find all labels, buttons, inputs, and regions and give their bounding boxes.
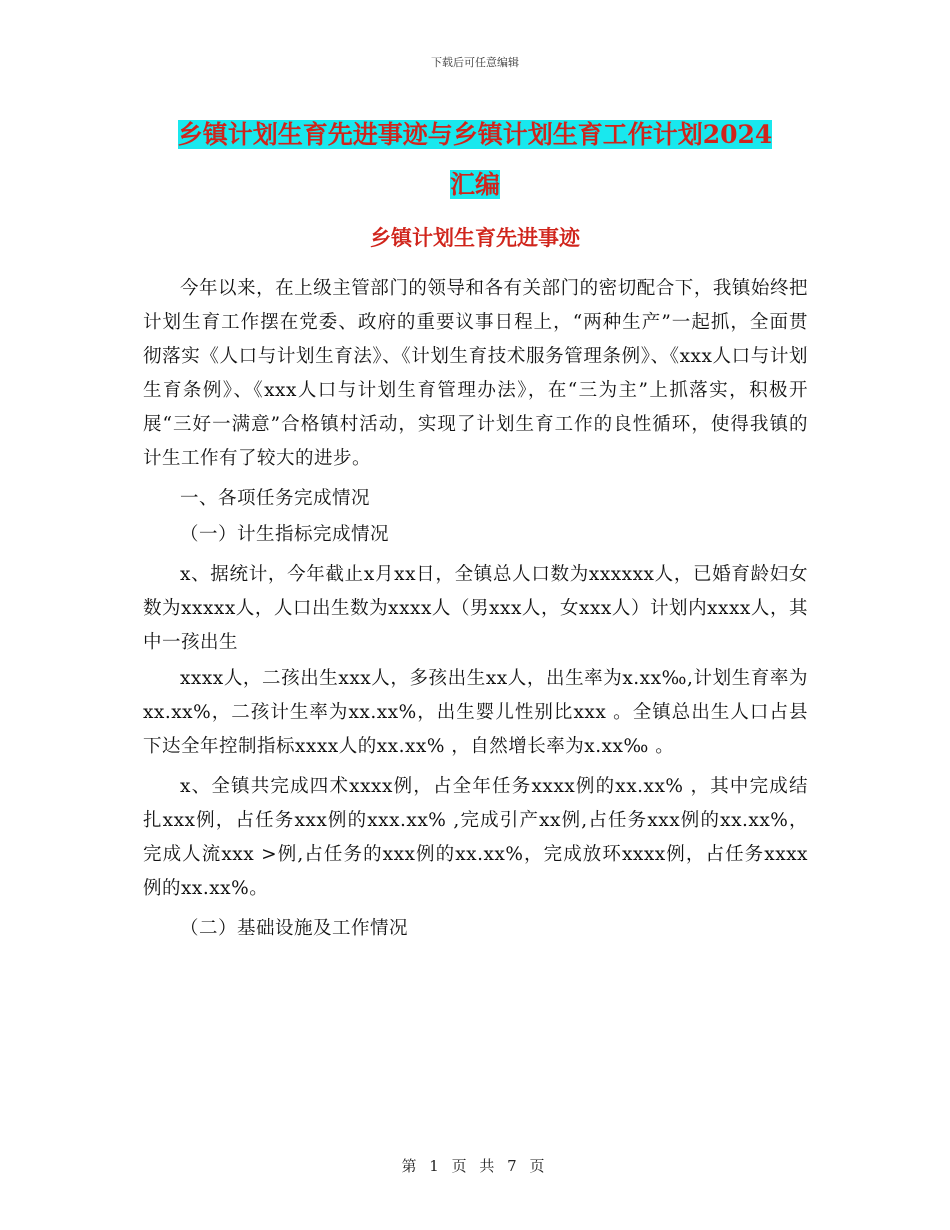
page-footer: 第 1 页 共 7 页 [401, 1157, 549, 1175]
heading-task-completion: 一、各项任务完成情况 [180, 488, 371, 509]
section-title: 乡镇计划生育先进事迹 [370, 225, 580, 250]
document-title-line-1: 乡镇计划生育先进事迹与乡镇计划生育工作计划2024 [177, 120, 773, 149]
document-title [120, 110, 830, 210]
paragraph-four-procedures: x、全镇共完成四术xxxx例，占全年任务xxxx例的xx.xx% ，其中完成结扎xxx例，占任务xxx例的xxx.xx% ,完成引产xx例,占任务xxx例的xx.xx%，完成人流xxx >例,占任务的xxx例的xx.xx%，完成放环xxxx例，占任务xxxx例的xx.xx%。 [143, 776, 808, 899]
document-title-line-2: 汇编 [449, 170, 500, 199]
subheading-indicators: （一）计生指标完成情况 [180, 524, 390, 545]
document-body [143, 272, 808, 946]
paragraph-statistics: x、据统计，今年截止x月xx日，全镇总人口数为xxxxxx人，已婚育龄妇女数为xxxxx人，人口出生数为xxxx人（男xxx人，女xxx人）计划内xxxx人，其中一孩出生 [143, 564, 808, 653]
header-note: 下载后可任意编辑 [431, 56, 519, 69]
paragraph-intro: 今年以来，在上级主管部门的领导和各有关部门的密切配合下，我镇始终把计划生育工作摆在党委、政府的重要议事日程上，“两种生产”一起抓，全面贯彻落实《人口与计划生育法》、《计划生育技术服务管理条例》、《xxx人口与计划生育条例》、《xxx人口与计划生育管理办法》，在“三为主”上抓落实，积极开展“三好一满意”合格镇村活动，实现了计划生育工作的良性循环，使得我镇的计生工作有了较大的进步。 [143, 278, 808, 469]
subheading-infrastructure: （二）基础设施及工作情况 [180, 918, 409, 939]
paragraph-birth-rates: xxxx人，二孩出生xxx人，多孩出生xx人，出生率为x.xx‰,计划生育率为xx.xx%，二孩计生率为xx.xx%，出生婴儿性别比xxx 。全镇总出生人口占县下达全年控制指标xxxx人的xx.xx% ，自然增长率为x.xx‰ 。 [143, 668, 808, 757]
